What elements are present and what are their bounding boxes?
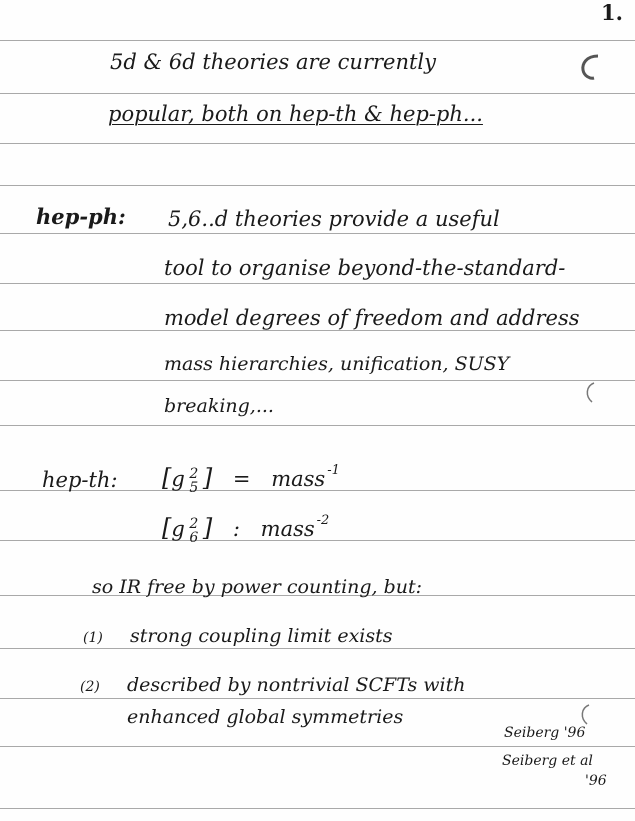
equation-g6: [g 2 6 ] : mass $^{-2}$ [162,513,330,546]
conclusion-line: so IR free by power counting, but: [92,576,423,598]
mass-term: mass [260,517,315,541]
coupling-symbol: g [171,467,185,491]
rule-line [0,380,635,381]
binder-hole-mark [580,380,600,406]
hep-ph-line-5: breaking,... [164,395,274,417]
equation-relation: = [232,467,251,491]
intro-line-1: 5d & 6d theories are currently [110,50,436,74]
binder-hole-mark [578,52,604,82]
citation-seiberg: Seiberg '96 [504,725,586,741]
rule-line [0,283,635,284]
hep-ph-line-4: mass hierarchies, unification, SUSY [164,353,510,375]
rule-line [0,93,635,94]
hep-ph-line-2: tool to organise beyond-the-standard- [164,256,566,280]
mass-exponent: -1 [327,463,340,478]
point-1-number: (1) [83,630,103,646]
point-2-continuation: enhanced global symmetries [127,706,404,728]
page-number: 1. [601,0,623,25]
hep-ph-line-1: 5,6..d theories provide a useful [168,207,500,231]
rule-line [0,648,635,649]
point-2-text: described by nontrivial SCFTs with [127,674,466,696]
rule-line [0,808,635,809]
hep-ph-label: hep-ph: [36,204,126,229]
citation-seiberg-et-al: Seiberg et al [502,753,593,769]
hep-th-label: hep-th: [42,468,118,492]
mass-exponent: -2 [316,513,330,528]
rule-line [0,185,635,186]
point-2-number: (2) [80,679,100,695]
rule-line [0,40,635,41]
equation-g5: [g 2 5 ] = mass $^{-1}$ [162,463,340,496]
coupling-dimension: 5 [189,479,199,496]
rule-line [0,143,635,144]
mass-term: mass [271,467,326,491]
coupling-dimension: 6 [189,529,199,546]
citation-year: '96 [585,773,607,789]
coupling-exponent: 2 [189,465,199,482]
equation-relation: : [232,517,240,541]
point-1-text: strong coupling limit exists [130,625,393,647]
coupling-symbol: g [171,517,185,541]
rule-line [0,746,635,747]
coupling-exponent: 2 [189,515,199,532]
rule-line [0,330,635,331]
rule-line [0,233,635,234]
rule-line [0,425,635,426]
intro-line-2: popular, both on hep-th & hep-ph... [108,102,483,126]
hep-ph-line-3: model degrees of freedom and address [164,306,580,330]
rule-line [0,698,635,699]
